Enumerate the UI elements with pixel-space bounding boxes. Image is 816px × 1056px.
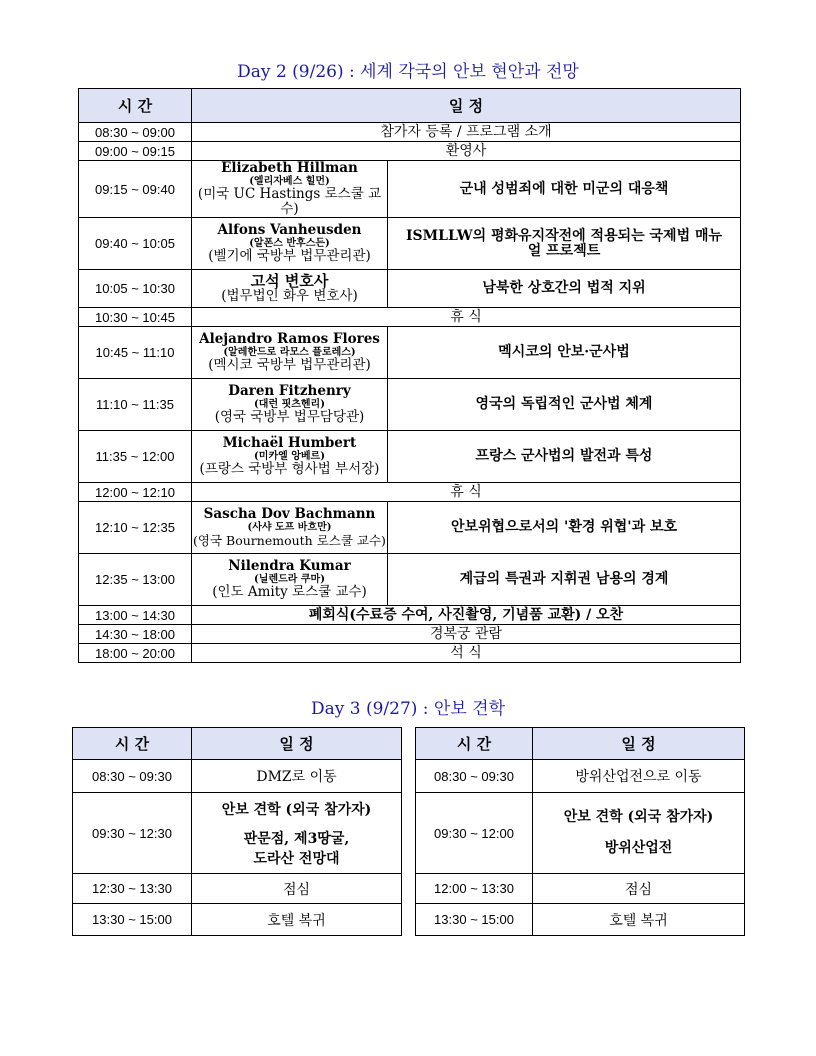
time-cell: 10:45 ~ 11:10 xyxy=(79,327,192,379)
time-cell: 10:05 ~ 10:30 xyxy=(79,270,192,308)
speaker-name-korean: (닐렌드라 쿠마) xyxy=(254,574,325,585)
speaker-cell xyxy=(192,270,388,308)
time-cell: 13:00 ~ 14:30 xyxy=(79,606,192,625)
topic-cell: 계급의 특권과 지휘권 남용의 경계 xyxy=(388,554,741,606)
topic-cell: ISMLLW의 평화유지작전에 적용되는 국제법 매뉴얼 프로젝트 xyxy=(388,218,741,270)
header-time: 시 간 xyxy=(79,89,192,123)
table-row xyxy=(79,123,741,142)
event-cell: 경복궁 관람 xyxy=(192,625,741,644)
time-cell: 12:00 ~ 13:30 xyxy=(416,874,533,904)
time-cell: 12:35 ~ 13:00 xyxy=(79,554,192,606)
speaker-name: Alejandro Ramos Flores xyxy=(199,331,380,347)
speaker-cell xyxy=(192,554,388,606)
table-header xyxy=(73,728,402,760)
topic-cell: 프랑스 군사법의 발전과 특성 xyxy=(388,431,741,483)
table-row xyxy=(79,270,741,308)
table-row xyxy=(73,760,402,793)
event-title: 안보 견학 (외국 참가자) xyxy=(563,809,714,825)
time-cell: 14:30 ~ 18:00 xyxy=(79,625,192,644)
table-row xyxy=(416,904,745,936)
time-cell: 08:30 ~ 09:30 xyxy=(416,760,533,793)
time-cell: 11:10 ~ 11:35 xyxy=(79,379,192,431)
table-row xyxy=(79,308,741,327)
time-cell: 13:30 ~ 15:00 xyxy=(416,904,533,936)
day3-defense-expo-table xyxy=(415,727,745,936)
topic-cell: 군내 성범죄에 대한 미군의 대응책 xyxy=(388,161,741,218)
event-title: 안보 견학 (외국 참가자) xyxy=(221,801,372,818)
day3-title: Day 3 (9/27) : 안보 견학 xyxy=(310,699,506,719)
day2-schedule-table xyxy=(78,88,741,663)
header-time: 시 간 xyxy=(73,728,192,760)
event-cell: 호텔 복귀 xyxy=(192,904,402,936)
table-row xyxy=(79,161,741,218)
time-cell: 13:30 ~ 15:00 xyxy=(73,904,192,936)
speaker-name: Elizabeth Hillman xyxy=(221,160,358,176)
speaker-affiliation: (벨기에 국방부 법무관리관) xyxy=(208,248,371,264)
speaker-affiliation: (프랑스 국방부 형사법 부서장) xyxy=(199,461,380,477)
event-detail: 방위산업전 xyxy=(604,840,673,856)
speaker-cell xyxy=(192,379,388,431)
table-row xyxy=(79,218,741,270)
speaker-affiliation: (영국 국방부 법무담당관) xyxy=(214,409,365,425)
speaker-affiliation: (인도 Amity 로스쿨 교수) xyxy=(212,584,367,600)
time-cell: 12:10 ~ 12:35 xyxy=(79,502,192,554)
event-detail: 판문점, 제3땅굴, xyxy=(243,830,350,847)
table-row xyxy=(73,793,402,874)
table-row xyxy=(79,142,741,161)
day3-dmz-table xyxy=(72,727,402,936)
table-row xyxy=(416,793,745,874)
speaker-cell xyxy=(192,431,388,483)
time-cell: 11:35 ~ 12:00 xyxy=(79,431,192,483)
event-cell: 호텔 복귀 xyxy=(533,904,745,936)
time-cell: 09:30 ~ 12:30 xyxy=(73,793,192,874)
speaker-name: Alfons Vanheusden xyxy=(217,222,362,238)
time-cell: 18:00 ~ 20:00 xyxy=(79,644,192,663)
header-schedule: 일 정 xyxy=(192,728,402,760)
header-schedule: 일 정 xyxy=(192,89,741,123)
topic-cell: 멕시코의 안보·군사법 xyxy=(388,327,741,379)
speaker-name-korean: (사샤 도프 바흐만) xyxy=(247,522,332,533)
event-cell xyxy=(533,793,745,874)
speaker-cell xyxy=(192,327,388,379)
header-schedule: 일 정 xyxy=(533,728,745,760)
table-row xyxy=(73,904,402,936)
speaker-name-korean: (엘리자베스 힐먼) xyxy=(249,176,330,187)
event-cell: 휴 식 xyxy=(192,308,741,327)
event-cell: 휴 식 xyxy=(192,483,741,502)
event-cell: 점심 xyxy=(192,874,402,904)
table-header xyxy=(416,728,745,760)
table-row xyxy=(79,431,741,483)
table-row xyxy=(79,625,741,644)
table-row xyxy=(79,644,741,663)
table-header xyxy=(79,89,741,123)
time-cell: 09:00 ~ 09:15 xyxy=(79,142,192,161)
speaker-affiliation: (영국 Bournemouth 로스쿨 교수) xyxy=(193,533,386,548)
time-cell: 09:30 ~ 12:00 xyxy=(416,793,533,874)
speaker-name-korean: (대런 핏츠헨리) xyxy=(254,399,325,410)
event-cell: 참가자 등록 / 프로그램 소개 xyxy=(192,123,741,142)
speaker-name: Daren Fitzhenry xyxy=(228,383,351,399)
table-row xyxy=(79,483,741,502)
table-row xyxy=(416,874,745,904)
header-time: 시 간 xyxy=(416,728,533,760)
speaker-name: Michaël Humbert xyxy=(222,435,357,451)
table-row xyxy=(79,379,741,431)
speaker-affiliation: (법무법인 화우 변호사) xyxy=(221,287,358,304)
event-cell: DMZ로 이동 xyxy=(192,760,402,793)
table-row xyxy=(79,502,741,554)
speaker-name-korean: (알레한드로 라모스 플로레스) xyxy=(223,347,356,358)
time-cell: 12:00 ~ 12:10 xyxy=(79,483,192,502)
speaker-cell xyxy=(192,161,388,218)
event-cell: 방위산업전으로 이동 xyxy=(533,760,745,793)
time-cell: 10:30 ~ 10:45 xyxy=(79,308,192,327)
topic-cell: 안보위협으로서의 '환경 위협'과 보호 xyxy=(388,502,741,554)
speaker-name-korean: (미카엘 앙베르) xyxy=(254,451,325,462)
table-row xyxy=(416,760,745,793)
speaker-affiliation: (미국 UC Hastings 로스쿨 교수) xyxy=(197,186,382,217)
topic-cell: 남북한 상호간의 법적 지위 xyxy=(388,270,741,308)
event-cell: 환영사 xyxy=(192,142,741,161)
day2-title: Day 2 (9/26) : 세계 각국의 안보 현안과 전망 xyxy=(237,62,579,82)
speaker-name: 고석 변호사 xyxy=(250,271,329,290)
time-cell: 09:15 ~ 09:40 xyxy=(79,161,192,218)
topic-cell: 영국의 독립적인 군사법 체계 xyxy=(388,379,741,431)
table-row xyxy=(79,554,741,606)
table-row xyxy=(73,874,402,904)
time-cell: 08:30 ~ 09:30 xyxy=(73,760,192,793)
table-row xyxy=(79,327,741,379)
event-cell: 점심 xyxy=(533,874,745,904)
speaker-affiliation: (멕시코 국방부 법무관리관) xyxy=(208,357,371,373)
event-cell: 석 식 xyxy=(192,644,741,663)
speaker-name: Nilendra Kumar xyxy=(228,558,351,574)
time-cell: 08:30 ~ 09:00 xyxy=(79,123,192,142)
event-cell xyxy=(192,793,402,874)
time-cell: 09:40 ~ 10:05 xyxy=(79,218,192,270)
table-row xyxy=(79,606,741,625)
event-detail: 도라산 전망대 xyxy=(253,850,340,867)
speaker-cell xyxy=(192,218,388,270)
speaker-cell xyxy=(192,502,388,554)
time-cell: 12:30 ~ 13:30 xyxy=(73,874,192,904)
speaker-name-korean: (알폰스 반후스든) xyxy=(249,238,330,249)
event-cell: 폐회식(수료증 수여, 사진촬영, 기념품 교환) / 오찬 xyxy=(192,606,741,625)
speaker-name: Sascha Dov Bachmann xyxy=(203,506,376,522)
